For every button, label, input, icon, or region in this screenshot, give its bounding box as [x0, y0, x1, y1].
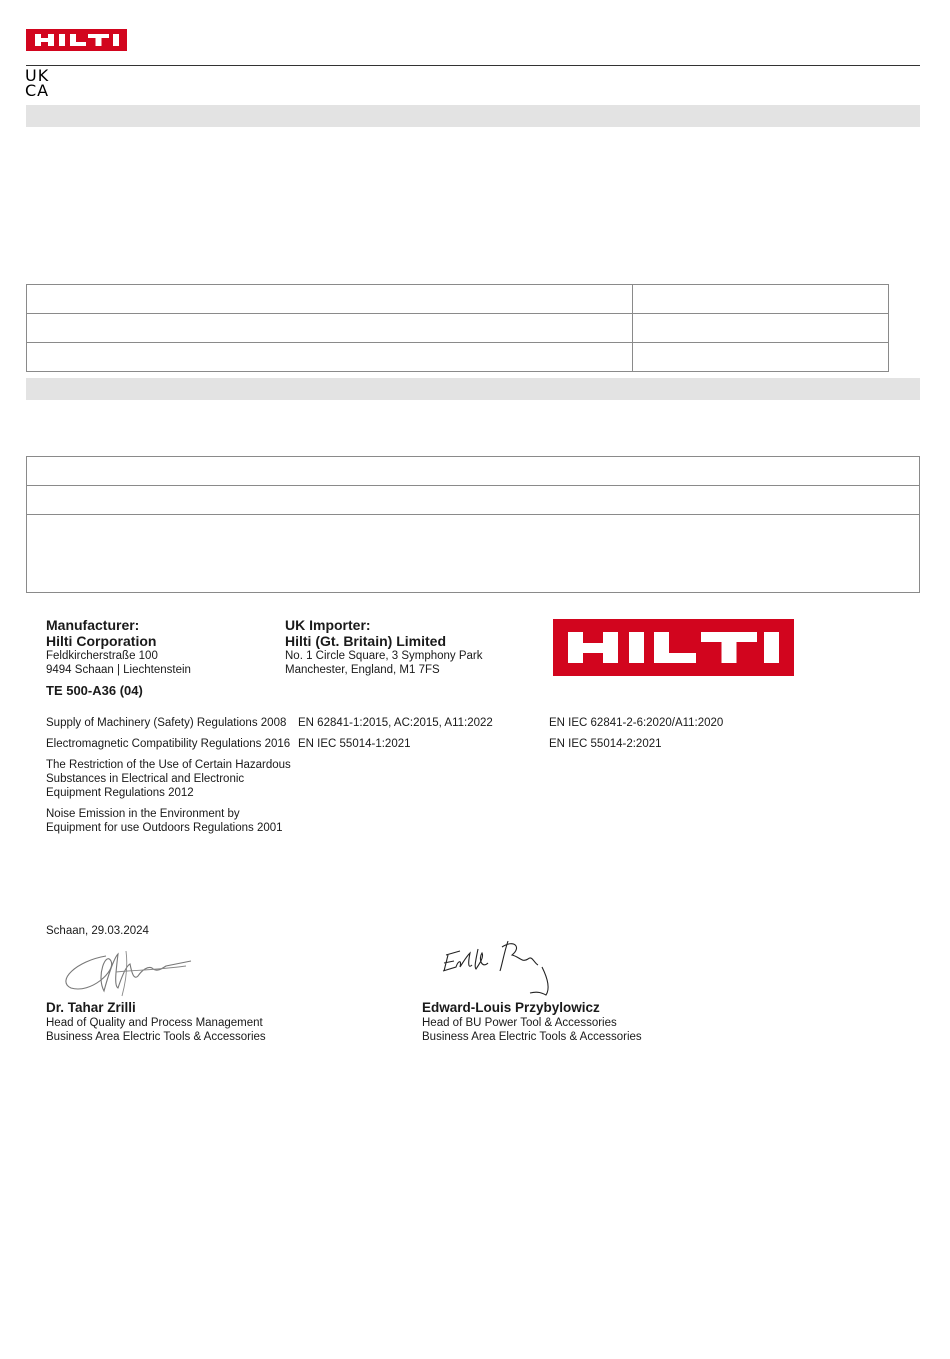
- importer-label: UK Importer:: [285, 617, 371, 633]
- signature-2-image: [438, 933, 558, 1001]
- signature-1-image: [56, 936, 196, 1002]
- section-bar-1: [26, 105, 920, 127]
- importer-name: Hilti (Gt. Britain) Limited: [285, 633, 446, 649]
- regulation-item: The Restriction of the Use of Certain Hazardous Substances in Electrical and Electronic Equipment Regulations 2012: [46, 759, 291, 799]
- signer-2-area: Business Area Electric Tools & Accessories: [422, 1031, 642, 1043]
- regulation-item: Supply of Machinery (Safety) Regulations 2008: [46, 717, 287, 729]
- header-divider: [26, 65, 920, 66]
- standards-column-2: [549, 716, 809, 758]
- table-cell: [633, 285, 889, 314]
- signer-2-title: Head of BU Power Tool & Accessories: [422, 1017, 617, 1029]
- table-cell: [27, 515, 920, 593]
- table-cell: [27, 343, 633, 372]
- table-cell: [633, 343, 889, 372]
- hilti-logo-large: [553, 619, 794, 676]
- table-cell: [27, 486, 920, 515]
- section-bar-2: [26, 378, 920, 400]
- table-cell: [27, 285, 633, 314]
- manufacturer-block: [46, 617, 276, 677]
- importer-block: [285, 617, 525, 677]
- product-info-table: [26, 284, 889, 372]
- hilti-logo-small: [26, 29, 127, 51]
- ukca-mark: [25, 68, 57, 100]
- place-and-date: Schaan, 29.03.2024: [46, 925, 149, 937]
- signer-1-name: Dr. Tahar Zrilli: [46, 1000, 136, 1015]
- manufacturer-name: Hilti Corporation: [46, 633, 157, 649]
- importer-address-line2: Manchester, England, M1 7FS: [285, 664, 440, 676]
- standard-item: EN IEC 55014-2:2021: [549, 738, 662, 750]
- signer-1-block: [46, 1000, 346, 1044]
- importer-address-line1: No. 1 Circle Square, 3 Symphony Park: [285, 650, 483, 662]
- table-cell: [27, 457, 920, 486]
- signature-2-icon: [438, 933, 558, 1001]
- signer-1-area: Business Area Electric Tools & Accessories: [46, 1031, 266, 1043]
- table-cell: [633, 314, 889, 343]
- standard-item: EN 62841-1:2015, AC:2015, A11:2022: [298, 717, 493, 729]
- standard-item: EN IEC 55014-1:2021: [298, 738, 411, 750]
- hilti-logo-small-icon: [26, 29, 127, 51]
- product-model: TE 500-A36 (04): [46, 683, 143, 698]
- regulations-list: [46, 716, 296, 842]
- manufacturer-address-line1: Feldkircherstraße 100: [46, 650, 158, 662]
- signer-2-block: [422, 1000, 742, 1044]
- signer-1-title: Head of Quality and Process Management: [46, 1017, 263, 1029]
- manufacturer-address-line2: 9494 Schaan | Liechtenstein: [46, 664, 191, 676]
- standards-column-1: [298, 716, 538, 758]
- regulation-item: Noise Emission in the Environment by Equipment for use Outdoors Regulations 2001: [46, 808, 283, 834]
- signature-1-icon: [56, 936, 196, 1002]
- hilti-logo-large-icon: [553, 619, 794, 676]
- ukca-mark-line2: CA: [25, 81, 50, 100]
- signer-2-name: Edward-Louis Przybylowicz: [422, 1000, 600, 1015]
- ukca-mark-line1: UK: [25, 66, 50, 85]
- table-cell: [27, 314, 633, 343]
- standard-item: EN IEC 62841-2-6:2020/A11:2020: [549, 717, 724, 729]
- manufacturer-label: Manufacturer:: [46, 617, 140, 633]
- regulation-item: Electromagnetic Compatibility Regulations 2016: [46, 738, 291, 750]
- declaration-table: [26, 456, 920, 593]
